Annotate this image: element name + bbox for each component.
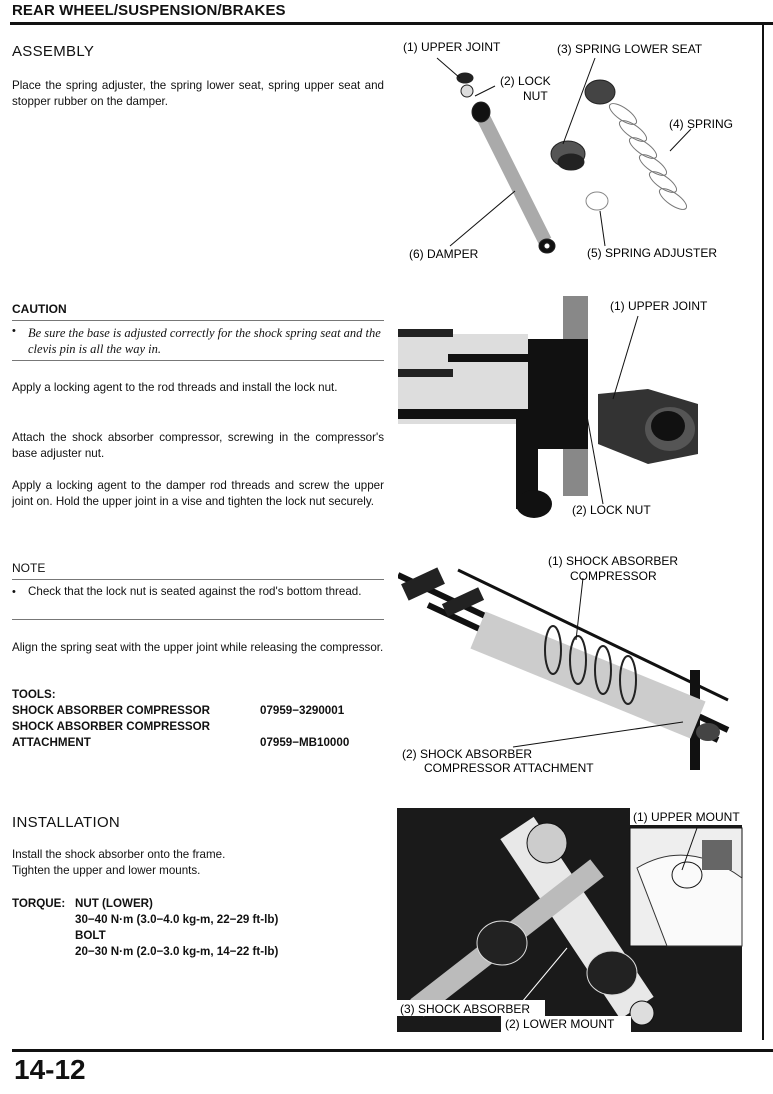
footer-divider (12, 1049, 773, 1052)
torque-bolt-label: BOLT (75, 929, 106, 942)
label-upper-joint: (1) UPPER JOINT (610, 299, 708, 313)
tool-name: ATTACHMENT (12, 736, 91, 749)
page-number: 14-12 (14, 1054, 86, 1085)
bullet: • (12, 325, 16, 337)
tool-name: SHOCK ABSORBER COMPRESSOR (12, 704, 210, 717)
label-upper-mount: (1) UPPER MOUNT (633, 810, 740, 824)
tools-block (12, 687, 384, 751)
tool-name: SHOCK ABSORBER COMPRESSOR (12, 720, 210, 733)
torque-bolt-value: 20−30 N·m (2.0−3.0 kg-m, 14−22 ft-lb) (75, 945, 279, 958)
caution-top-rule (12, 320, 384, 321)
installation-line-1: Install the shock absorber onto the frame. (12, 848, 226, 861)
label-lower-mount: (2) LOWER MOUNT (505, 1017, 615, 1031)
torque-nut-label: NUT (LOWER) (75, 897, 153, 910)
header-divider (10, 22, 773, 25)
label-attachment-1: (2) SHOCK ABSORBER (402, 747, 533, 761)
label-spring-lower-seat: (3) SPRING LOWER SEAT (557, 42, 703, 56)
note-top-rule (12, 579, 384, 580)
label-lock-nut-1: (2) LOCK (500, 74, 551, 88)
figure-compressor (398, 550, 762, 778)
label-shock-absorber: (3) SHOCK ABSORBER (400, 1002, 531, 1016)
installation-heading: INSTALLATION (12, 814, 121, 831)
note-item (12, 584, 384, 600)
figure-installation (397, 808, 762, 1032)
figure-exploded-shock (395, 36, 761, 268)
upper-mount-bolt (527, 823, 567, 863)
tools-label-text: TOOLS: (12, 688, 56, 701)
step-upper-joint: Apply a locking agent to the damper rod threads and screw the upper joint on. Hold the upper joint in a vise and tighten the lock nut securely. (12, 479, 384, 508)
label-compressor-2: COMPRESSOR (570, 569, 657, 583)
section-title: REAR WHEEL/SUSPENSION/BRAKES (12, 2, 286, 19)
note-text: Check that the lock nut is seated against the rod's bottom thread. (28, 585, 362, 598)
caution-label: CAUTION (12, 302, 67, 316)
label-damper: (6) DAMPER (409, 247, 479, 261)
tools-label (12, 687, 384, 703)
shock-in-compressor (478, 626, 720, 741)
tool-number: 07959−3290001 (260, 704, 345, 717)
assembly-intro: Place the spring adjuster, the spring lower seat, spring upper seat and stopper rubber on the damper. (12, 79, 384, 108)
note-bottom-rule (12, 619, 384, 620)
label-spring: (4) SPRING (669, 117, 734, 131)
tool-row (12, 703, 384, 719)
note-label: NOTE (12, 561, 46, 575)
stopper-rubber-part (472, 102, 490, 122)
label-attachment-2: COMPRESSOR ATTACHMENT (424, 761, 594, 775)
label-spring-adjuster: (5) SPRING ADJUSTER (587, 246, 718, 260)
torque-block (12, 896, 278, 960)
torque-label: TORQUE: (12, 897, 66, 910)
lower-mount-bolt (630, 1001, 654, 1025)
tool-row (12, 735, 384, 751)
step-attach-compressor: Attach the shock absorber compressor, screwing in the compressor's base adjuster nut. (12, 431, 384, 460)
caution-text: Be sure the base is adjusted correctly for the shock spring seat and the clevis pin is all the way in. (28, 326, 381, 356)
caution-item (12, 325, 384, 357)
tool-number: 07959−MB10000 (260, 736, 350, 749)
label-lock-nut-2: NUT (523, 89, 548, 103)
torque-nut-value: 30−40 N·m (3.0−4.0 kg-m, 22−29 ft-lb) (75, 913, 279, 926)
figure-upper-joint-vise (398, 294, 762, 526)
label-compressor-1: (1) SHOCK ABSORBER (548, 554, 679, 568)
vise-handle-knob (516, 490, 552, 518)
label-lock-nut: (2) LOCK NUT (572, 503, 651, 517)
damper-body (480, 111, 545, 241)
caution-bottom-rule (12, 360, 384, 361)
step-lock-nut: Apply a locking agent to the rod threads and install the lock nut. (12, 381, 338, 394)
tool-row (12, 719, 384, 735)
right-margin-rule (762, 24, 764, 1040)
spring-upper-seat-part (585, 80, 615, 104)
step-align-spring-seat: Align the spring seat with the upper joint while releasing the compressor. (12, 641, 384, 654)
label-upper-joint: (1) UPPER JOINT (403, 40, 501, 54)
spring-adjuster-part (586, 192, 608, 210)
assembly-heading: ASSEMBLY (12, 43, 95, 60)
installation-line-2: Tighten the upper and lower mounts. (12, 864, 201, 877)
bullet: • (12, 586, 16, 598)
